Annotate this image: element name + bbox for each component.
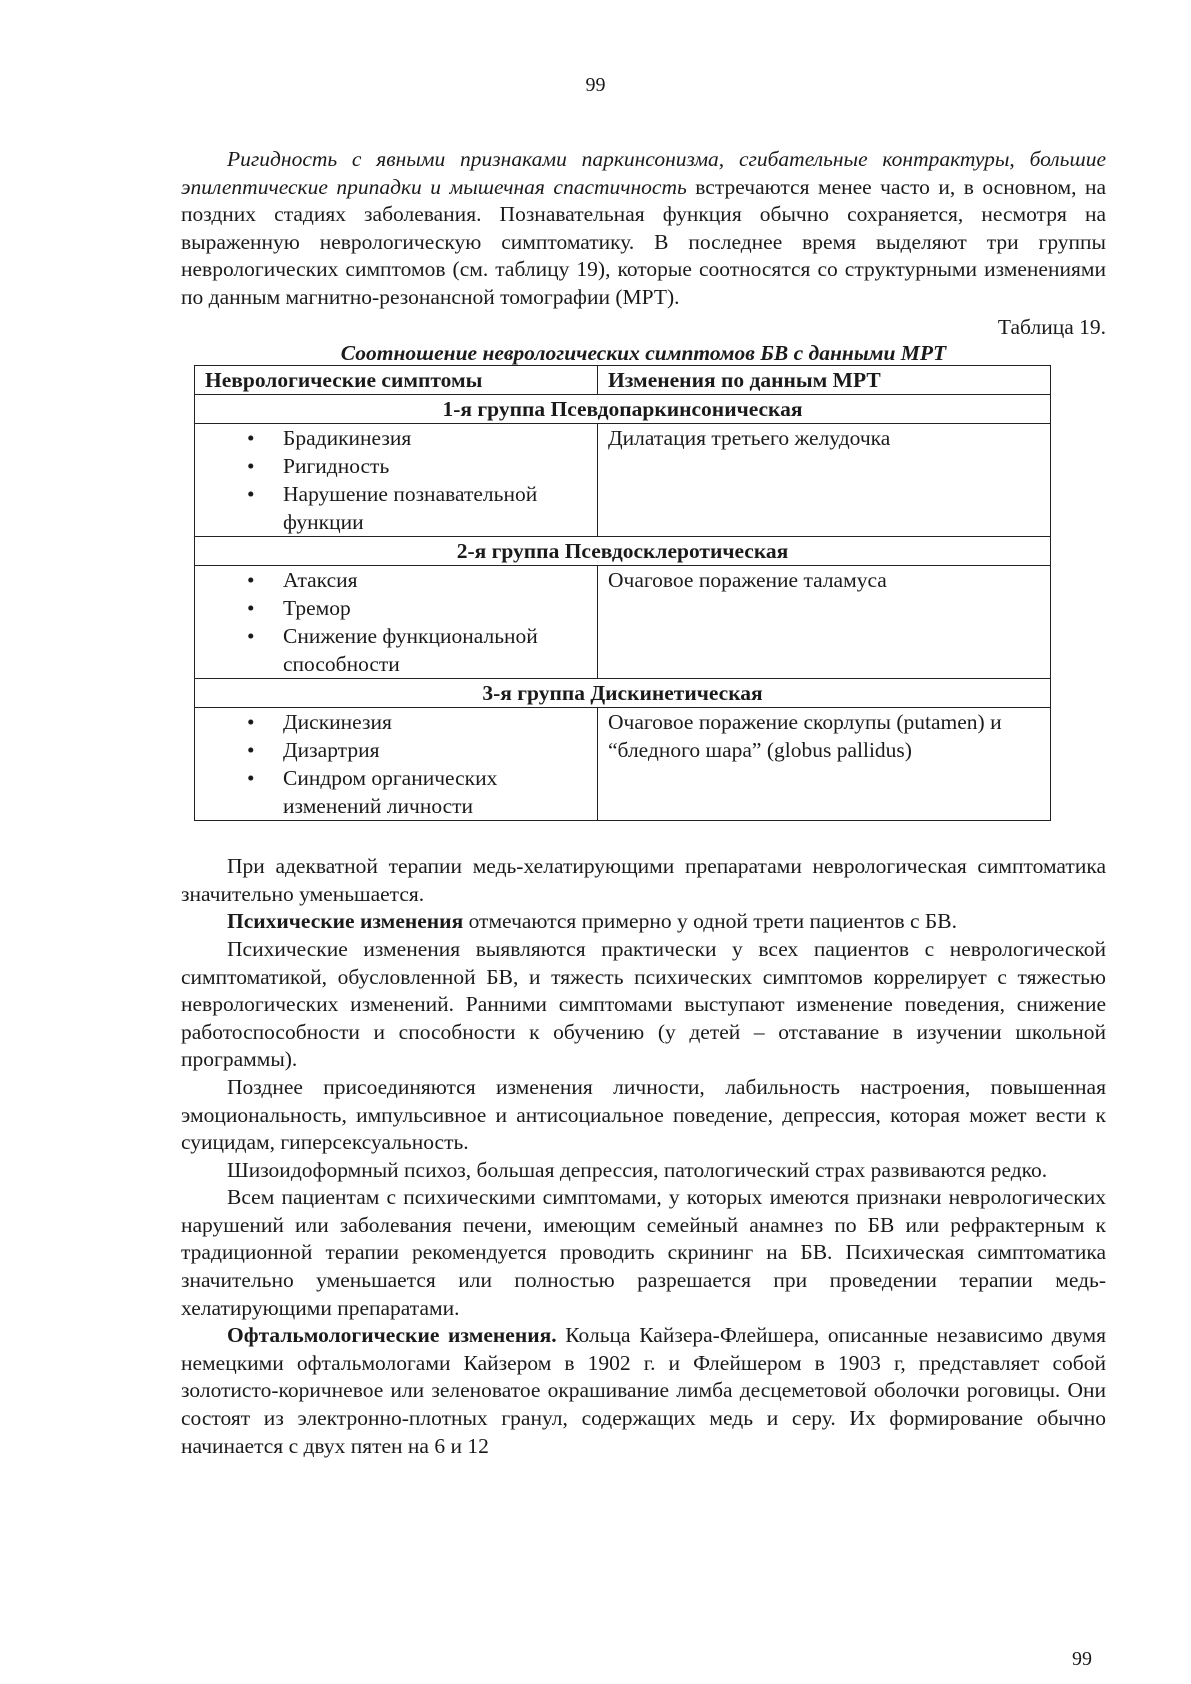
table-label: Таблица 19. [997,314,1106,339]
col-header-symptoms: Неврологические симптомы [195,366,598,395]
group-title-row [195,537,1051,566]
paragraph-psychic-intro [181,908,1106,936]
symptom-cell [195,708,598,821]
table-header-row [195,366,1051,395]
page-number-bottom: 99 [1072,1648,1092,1670]
symptom-item: • Брадикинезия [283,424,591,452]
ophthalmic-text: Кольца Кайзера-Флейшера, описанные независимо двумя немецкими офтальмологами Кайзером в 1902 г. и Флейшером в 1903 г, представляет собой золотисто-коричневое или зеленоватое окрашивание лимба десцеметовой оболочки роговицы. Они состоят из электронно-плотных гранул, содержащих медь и серу. Их формирование обычно начинается с двух пятен на 6 и 12 [181,1323,1106,1458]
col-header-mri: Изменения по данным МРТ [598,366,1051,395]
symptom-item: • Дискинезия [283,708,591,736]
symptom-item: • Нарушение познавательной функции [283,480,591,536]
group-title-row [195,395,1051,424]
page-content [181,146,1106,1460]
paragraph-screening: Всем пациентам с психическими симптомами, у которых имеются признаки неврологических нарушений или заболевания печени, имеющим семейный анамнез по БВ или рефрактерным к традиционной терапии рекомендуется проводить скрининг на БВ. Психическая симптоматика значительно уменьшается или полностью разрешается при проведении терапии медь-хелатирующими препаратами. [181,1185,1106,1320]
symptom-item: • Ригидность [283,452,591,480]
table-caption: Соотношение неврологических симптомов БВ с данными МРТ [340,341,947,366]
intro-text: встречаются менее часто и, в основном, на поздних стадиях заболевания. Познавательная функция обычно сохраняется, несмотря на выраженную неврологическую симптоматику. В последнее время выделяют три группы неврологических симптомов (см. таблицу 19), которые соотносятся со структурными изменениями по данным магнитно-резонансной томографии (МРТ). [181,174,1106,309]
mri-cell: Очаговое поражение таламуса [598,566,1051,679]
psychic-intro-text: отмечаются примерно у одной трети пациентов с БВ. [463,909,957,934]
group-title: 1-я группа Псевдопаркинсоническая [195,395,1051,424]
page-number-top: 99 [585,74,606,96]
symptom-list [201,708,591,820]
intro-paragraph [181,146,1106,312]
paragraph-psychic-details: Психические изменения выявляются практически у всех пациентов с неврологической симптоматикой, обусловленной БВ, и тяжесть психических симптомов коррелирует с тяжестью неврологических изменений. Ранними симптомами выступают изменение поведения, снижение работоспособности и способности к обучению (у детей – отставание в изучении школьной программы). [181,936,1106,1072]
paragraph-psychosis: Шизоидоформный психоз, большая депрессия, патологический страх развиваются редко. [227,1157,1048,1182]
intro-italic-text: Ригидность с явными признаками паркинсонизма, сгибательные контрактуры, большие эпилептические припадки и мышечная спастичность [181,147,1106,199]
mri-cell: Очаговое поражение скорлупы (putamen) и “бледного шара” (globus pallidus) [598,708,1051,821]
symptom-cell [195,424,598,537]
paragraph-later-changes: Позднее присоединяются изменения личности, лабильность настроения, повышенная эмоциональность, импульсивное и антисоциальное поведение, депрессия, которая может вести к суицидам, гиперсексуальность. [181,1074,1106,1155]
heading-ophthalmic-changes: Офтальмологические изменения. [227,1323,557,1348]
mri-cell: Дилатация третьего желудочка [598,424,1051,537]
group-row [195,708,1051,821]
group-title: 2-я группа Псевдосклеротическая [195,537,1051,566]
symptoms-mri-table [194,365,1051,821]
heading-psychic-changes: Психические изменения [227,909,464,934]
symptom-item: • Дизартрия [283,736,591,764]
group-row [195,424,1051,537]
group-row [195,566,1051,679]
symptom-list [201,424,591,536]
symptom-item: • Снижение функциональной способности [283,622,591,678]
symptom-item: • Тремор [283,594,591,622]
symptom-list [201,566,591,678]
group-title: 3-я группа Дискинетическая [195,679,1051,708]
symptom-cell [195,566,598,679]
paragraph-ophthalmic [181,1322,1106,1460]
symptom-item: • Атаксия [283,566,591,594]
symptom-item: • Синдром органических изменений личности [283,764,591,820]
group-title-row [195,679,1051,708]
paragraph-therapy: При адекватной терапии медь-хелатирующими препаратами неврологическая симптоматика значительно уменьшается. [181,854,1106,906]
